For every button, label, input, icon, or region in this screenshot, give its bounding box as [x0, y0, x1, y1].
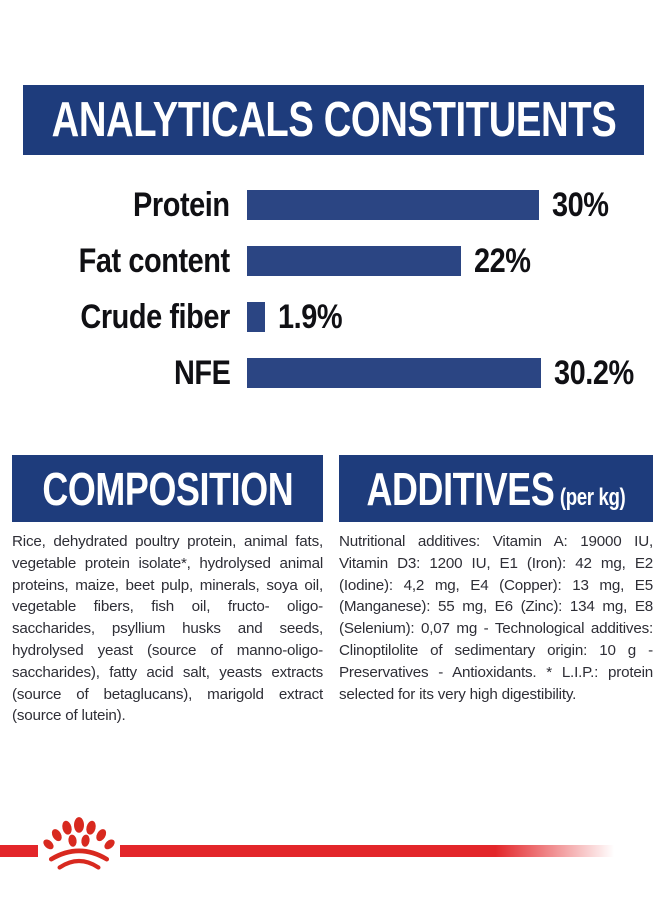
analyticals-title: ANALYTICALS CONSTITUENTS	[51, 92, 616, 147]
chart-row-nfe	[0, 354, 660, 392]
additives-body-text: Nutritional additives: Vitamin A: 19000 IU, Vitamin D3: 1200 IU, E1 (Iron): 42 mg, E2 (Iodine): 4,2 mg, E4 (Copper): 13 mg, E5 (Manganese): 55 mg, E6 (Zinc): 134 mg, E8 (Selenium): 0,07 mg - Technological additives: Clinoptilolite of sedimentary origin: 10 g - Preservatives - Antioxidants. * L.I.P.: protein selected for its very high digestibility.	[339, 533, 653, 703]
composition-header-bar	[12, 455, 323, 522]
chart-bar	[247, 246, 461, 276]
analyticals-header-bar	[23, 85, 644, 155]
chart-value: 30%	[552, 186, 609, 224]
chart-bar	[247, 302, 265, 332]
additives-header-bar	[339, 455, 653, 522]
chart-bar	[247, 190, 539, 220]
chart-value: 22%	[474, 242, 531, 280]
royal-canin-crown-paw-logo	[42, 815, 116, 883]
chart-value: 30.2%	[554, 354, 634, 392]
chart-value: 1.9%	[278, 298, 343, 336]
chart-label: Protein	[133, 186, 230, 224]
composition-title: COMPOSITION	[42, 462, 293, 515]
chart-row-protein	[0, 186, 660, 224]
composition-body-text: Rice, dehydrated poultry protein, animal fats, vegetable protein isolate*, hydrolysed animal proteins, maize, beet pulp, minerals, soya oil, vegetable fibers, fish oil, fructo- oligo-saccharides, psyllium husks and seeds, hydrolysed yeast (source of manno-oligo-saccharides), fatty acid salt, yeasts extracts (source of betaglucans), marigold extract (source of lutein).	[12, 533, 323, 725]
footer-red-rule-right	[120, 845, 614, 857]
additives-title-group	[366, 462, 626, 515]
additives-title: ADDITIVES	[366, 462, 555, 515]
chart-row-crude-fiber	[0, 298, 660, 336]
additives-unit-label: (per kg)	[559, 483, 626, 511]
chart-label: NFE	[173, 354, 230, 392]
footer-red-rule-left	[0, 845, 38, 857]
chart-label: Fat content	[78, 242, 230, 280]
chart-bar	[247, 358, 541, 388]
chart-label: Crude fiber	[80, 298, 230, 336]
chart-row-fat-content	[0, 242, 660, 280]
